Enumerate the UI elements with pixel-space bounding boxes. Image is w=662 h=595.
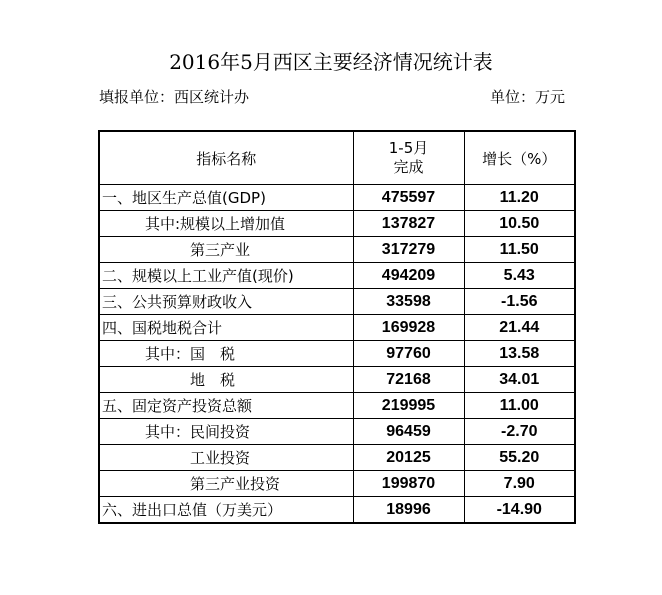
table-row xyxy=(99,315,575,341)
table-row xyxy=(99,471,575,497)
ytd-value: 169928 xyxy=(353,315,464,341)
ytd-value: 96459 xyxy=(353,419,464,445)
growth-rate: 11.20 xyxy=(464,185,575,211)
table-row xyxy=(99,237,575,263)
ytd-value: 219995 xyxy=(353,393,464,419)
indicator-name: 工业投资 xyxy=(99,445,353,471)
table-row xyxy=(99,367,575,393)
indicator-name: 第三产业 xyxy=(99,237,353,263)
indicator-name: 五、固定资产投资总额 xyxy=(99,393,353,419)
table-header-row xyxy=(99,131,575,185)
indicator-name: 六、进出口总值（万美元） xyxy=(99,497,353,524)
indicator-name: 二、规模以上工业产值(现价) xyxy=(99,263,353,289)
growth-rate: -14.90 xyxy=(464,497,575,524)
statistics-table xyxy=(98,130,576,524)
growth-rate: 11.50 xyxy=(464,237,575,263)
header-growth: 增长（%） xyxy=(464,131,575,185)
table-row xyxy=(99,341,575,367)
table-row xyxy=(99,263,575,289)
page-title: 2016年5月西区主要经济情况统计表 xyxy=(169,50,493,74)
ytd-value: 199870 xyxy=(353,471,464,497)
table-row xyxy=(99,289,575,315)
header-indicator: 指标名称 xyxy=(99,131,353,185)
growth-rate: 5.43 xyxy=(464,263,575,289)
table-row xyxy=(99,445,575,471)
indicator-name: 其中：国 税 xyxy=(99,341,353,367)
growth-rate: 13.58 xyxy=(464,341,575,367)
ytd-value: 72168 xyxy=(353,367,464,393)
growth-rate: 55.20 xyxy=(464,445,575,471)
header-period xyxy=(353,131,464,185)
indicator-name: 第三产业投资 xyxy=(99,471,353,497)
ytd-value: 18996 xyxy=(353,497,464,524)
indicator-name: 地 税 xyxy=(99,367,353,393)
ytd-value: 20125 xyxy=(353,445,464,471)
growth-rate: 10.50 xyxy=(464,211,575,237)
ytd-value: 317279 xyxy=(353,237,464,263)
growth-rate: 21.44 xyxy=(464,315,575,341)
table-row xyxy=(99,497,575,524)
header-period-line2: 完成 xyxy=(393,158,424,176)
indicator-name: 四、国税地税合计 xyxy=(99,315,353,341)
header-period-line1: 1-5月 xyxy=(388,139,429,157)
table-row xyxy=(99,211,575,237)
indicator-name: 三、公共预算财政收入 xyxy=(99,289,353,315)
ytd-value: 33598 xyxy=(353,289,464,315)
indicator-name: 一、地区生产总值(GDP) xyxy=(99,185,353,211)
growth-rate: -1.56 xyxy=(464,289,575,315)
ytd-value: 475597 xyxy=(353,185,464,211)
reporting-unit: 填报单位：西区统计办 xyxy=(99,88,250,106)
table-row xyxy=(99,185,575,211)
indicator-name: 其中：民间投资 xyxy=(99,419,353,445)
growth-rate: 34.01 xyxy=(464,367,575,393)
growth-rate: -2.70 xyxy=(464,419,575,445)
growth-rate: 11.00 xyxy=(464,393,575,419)
ytd-value: 97760 xyxy=(353,341,464,367)
ytd-value: 137827 xyxy=(353,211,464,237)
table-row xyxy=(99,419,575,445)
indicator-name: 其中:规模以上增加值 xyxy=(99,211,353,237)
ytd-value: 494209 xyxy=(353,263,464,289)
table-row xyxy=(99,393,575,419)
growth-rate: 7.90 xyxy=(464,471,575,497)
measurement-unit: 单位：万元 xyxy=(490,88,566,106)
